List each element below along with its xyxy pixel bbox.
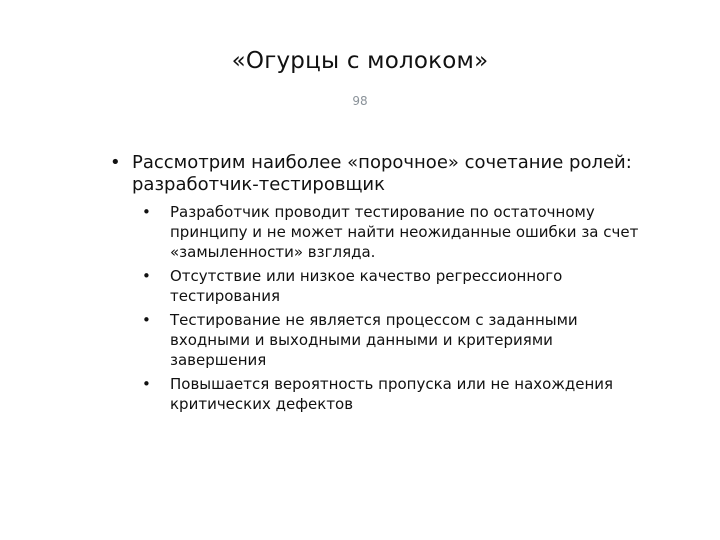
slide-content xyxy=(110,152,650,418)
bullet-dot-icon: • xyxy=(142,203,151,221)
sub-bullet-text: Повышается вероятность пропуска или не нахождения критических дефектов xyxy=(170,375,614,413)
bullet-dot-icon: • xyxy=(142,267,151,285)
sub-bullet-item xyxy=(141,266,650,306)
sub-bullet-text: Отсутствие или низкое качество регрессионного тестирования xyxy=(170,267,563,305)
sub-bullet-item xyxy=(141,374,650,414)
bullet-dot-icon: • xyxy=(142,375,151,393)
bullet-dot-icon: • xyxy=(142,311,151,329)
main-bullet-text: Рассмотрим наиболее «порочное» сочетание ролей: разработчик-тестировщик xyxy=(132,152,632,195)
sub-bullet-list xyxy=(141,202,650,414)
page-number: 98 xyxy=(352,94,368,108)
slide-title: «Огурцы с молоком» xyxy=(231,48,489,74)
sub-bullet-text: Разработчик проводит тестирование по остаточному принципу и не может найти неожиданные ошибки за счет «замыленности» взгляда. xyxy=(170,203,639,261)
sub-bullet-item xyxy=(141,202,650,262)
sub-bullet-text: Тестирование не является процессом с заданными входными и выходными данными и критериями завершения xyxy=(170,311,578,369)
main-bullet-item xyxy=(110,152,650,196)
sub-bullet-item xyxy=(141,310,650,370)
bullet-dot-icon: • xyxy=(110,152,121,173)
